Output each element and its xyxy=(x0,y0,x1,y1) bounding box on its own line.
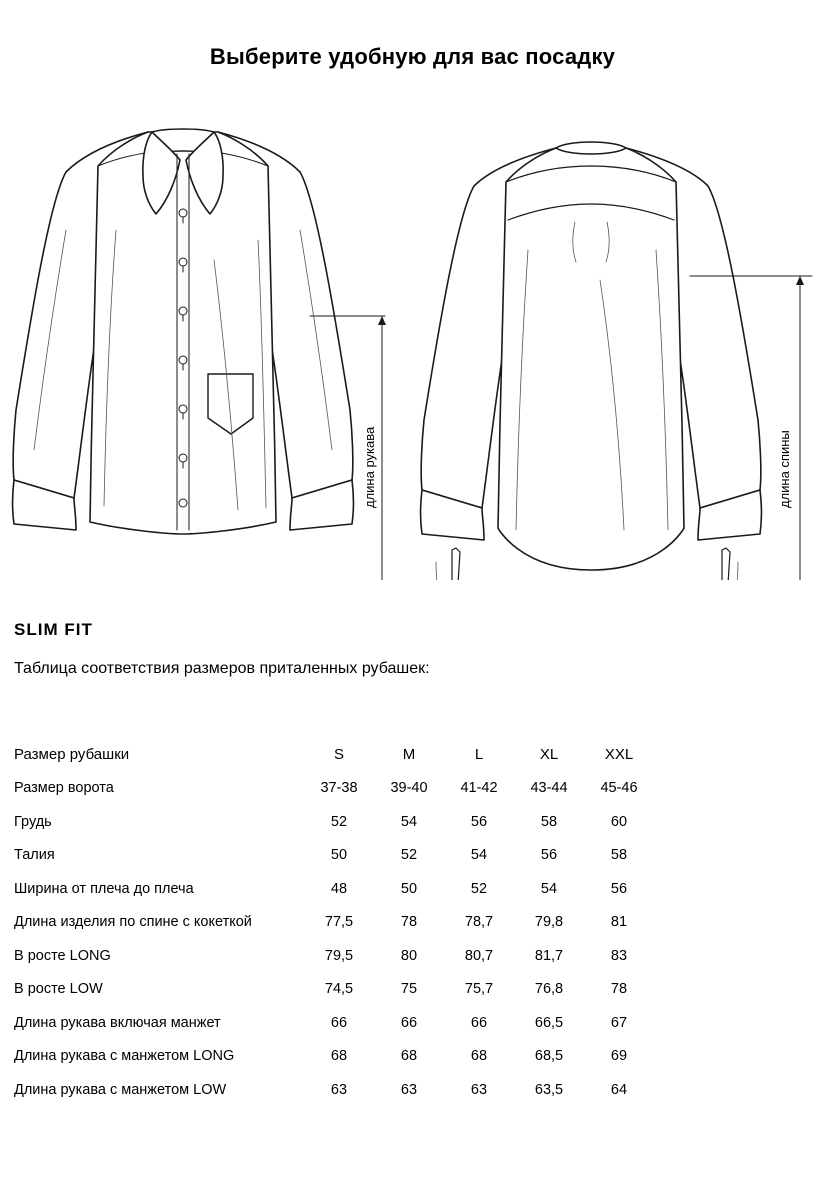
cell-xl: 68,5 xyxy=(534,1048,564,1065)
cell-l: 41-42 xyxy=(460,780,498,797)
fit-name: SLIM FIT xyxy=(14,620,93,639)
cell-m: 68 xyxy=(400,1048,418,1065)
shirt-front-view xyxy=(13,129,354,534)
cell-xl: 58 xyxy=(540,813,558,830)
cell-s: 68 xyxy=(330,1048,348,1065)
table-row xyxy=(14,1040,654,1074)
cell-m: 39-40 xyxy=(390,780,428,797)
fit-description: Таблица соответствия размеров приталенных рубашек: xyxy=(14,660,430,677)
column-header-label: Размер рубашки xyxy=(14,746,130,764)
shirt-illustration xyxy=(0,110,825,580)
column-header-xxl: XXL xyxy=(604,746,634,764)
shirt-illustration-svg xyxy=(0,110,825,580)
cell-xxl: 83 xyxy=(610,947,628,964)
cell-xl: 79,8 xyxy=(534,914,564,931)
cell-m: 63 xyxy=(400,1081,418,1098)
row-label: Ширина от плеча до плеча xyxy=(14,880,194,897)
page-title: Выберите удобную для вас посадку xyxy=(209,44,616,69)
cell-l: 54 xyxy=(470,847,488,864)
table-row xyxy=(14,805,654,839)
row-label: Грудь xyxy=(14,813,52,830)
cell-xxl: 60 xyxy=(610,813,628,830)
cell-l: 80,7 xyxy=(464,947,494,964)
table-row xyxy=(14,872,654,906)
cell-s: 66 xyxy=(330,1014,348,1031)
row-label: В росте LOW xyxy=(14,981,103,998)
size-table xyxy=(14,738,654,1107)
table-row xyxy=(14,1006,654,1040)
cell-m: 54 xyxy=(400,813,418,830)
table-row xyxy=(14,939,654,973)
cell-s: 37-38 xyxy=(320,780,358,797)
cell-s: 50 xyxy=(330,847,348,864)
cell-l: 66 xyxy=(470,1014,488,1031)
sleeve-length-label: длина рукава xyxy=(362,426,377,508)
table-row xyxy=(14,839,654,873)
table-row xyxy=(14,906,654,940)
cell-s: 74,5 xyxy=(324,981,354,998)
cell-xl: 66,5 xyxy=(534,1014,564,1031)
column-header-m: M xyxy=(402,746,416,764)
cell-xl: 81,7 xyxy=(534,947,564,964)
cell-m: 75 xyxy=(400,981,418,998)
column-header-xl: XL xyxy=(539,746,559,764)
shirt-back-view xyxy=(421,142,762,580)
cell-xxl: 45-46 xyxy=(600,780,638,797)
back-length-label: длина спины xyxy=(777,430,792,508)
row-label: Длина рукава с манжетом LONG xyxy=(14,1048,235,1065)
row-label: Размер ворота xyxy=(14,780,114,797)
cell-xxl: 69 xyxy=(610,1048,628,1065)
cell-s: 79,5 xyxy=(324,947,354,964)
cell-xxl: 78 xyxy=(610,981,628,998)
cell-xl: 63,5 xyxy=(534,1081,564,1098)
cell-xxl: 81 xyxy=(610,914,628,931)
cell-xl: 56 xyxy=(540,847,558,864)
column-header-l: L xyxy=(474,746,484,764)
cell-xl: 54 xyxy=(540,880,558,897)
cell-s: 77,5 xyxy=(324,914,354,931)
cell-xl: 76,8 xyxy=(534,981,564,998)
cell-m: 80 xyxy=(400,947,418,964)
cell-xxl: 64 xyxy=(610,1081,628,1098)
cell-s: 52 xyxy=(330,813,348,830)
cell-l: 63 xyxy=(470,1081,488,1098)
row-label: Длина рукава включая манжет xyxy=(14,1014,221,1031)
table-row xyxy=(14,772,654,806)
table-header-row xyxy=(14,738,654,772)
cell-m: 52 xyxy=(400,847,418,864)
cell-m: 66 xyxy=(400,1014,418,1031)
row-label: Длина изделия по спине с кокеткой xyxy=(14,914,252,931)
row-label: Длина рукава с манжетом LOW xyxy=(14,1081,227,1098)
cell-l: 68 xyxy=(470,1048,488,1065)
cell-m: 78 xyxy=(400,914,418,931)
cell-xxl: 67 xyxy=(610,1014,628,1031)
cell-s: 63 xyxy=(330,1081,348,1098)
cell-s: 48 xyxy=(330,880,348,897)
cell-l: 75,7 xyxy=(464,981,494,998)
row-label: В росте LONG xyxy=(14,947,111,964)
cell-xxl: 56 xyxy=(610,880,628,897)
cell-xl: 43-44 xyxy=(530,780,568,797)
cell-l: 56 xyxy=(470,813,488,830)
table-row xyxy=(14,973,654,1007)
row-label: Талия xyxy=(14,847,55,864)
cell-xxl: 58 xyxy=(610,847,628,864)
column-header-s: S xyxy=(333,746,344,764)
cell-m: 50 xyxy=(400,880,418,897)
table-row xyxy=(14,1073,654,1107)
cell-l: 52 xyxy=(470,880,488,897)
cell-l: 78,7 xyxy=(464,914,494,931)
